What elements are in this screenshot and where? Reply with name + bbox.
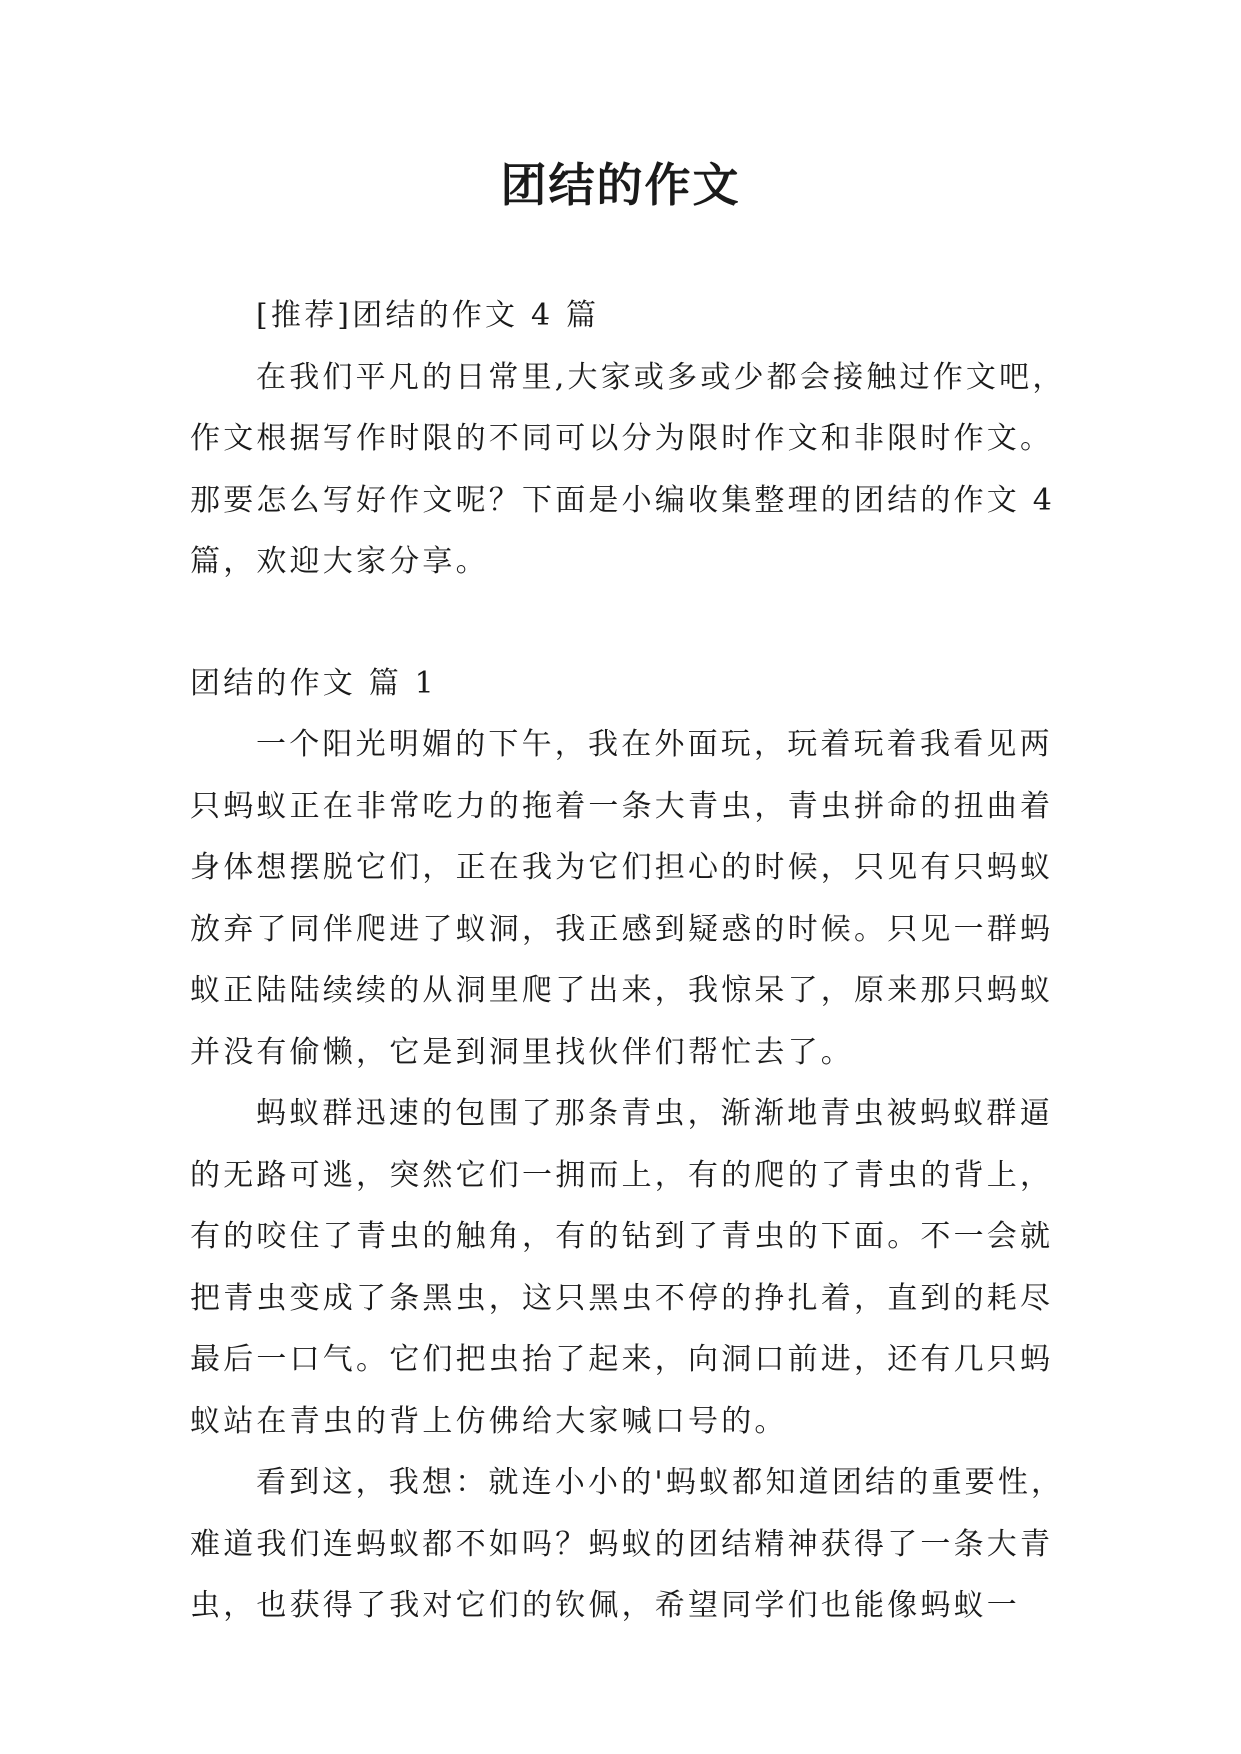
body-paragraph: 一个阳光明媚的下午，我在外面玩，玩着玩着我看见两只蚂蚁正在非常吃力的拖着一条大青虫，青虫拼命的扭曲着身体想摆脱它们，正在我为它们担心的时候，只见有只蚂蚁放弃了同伴爬进了蚁洞，我正感到疑惑的时候。只见一群蚂蚁正陆陆续续的从洞里爬了出来，我惊呆了，原来那只蚂蚁并没有偷懒，它是到洞里找伙伴们帮忙去了。 xyxy=(190,727,1054,1070)
body-paragraph: 看到这，我想：就连小小的'蚂蚁都知道团结的重要性，难道我们连蚂蚁都不如吗？蚂蚁的团结精神获得了一条大青虫，也获得了我对它们的钦佩，希望同学们也能像蚂蚁一 xyxy=(190,1465,1065,1623)
document-body xyxy=(190,285,1070,1637)
body-paragraph: 蚂蚁群迅速的包围了那条青虫，渐渐地青虫被蚂蚁群逼的无路可逃，突然它们一拥而上，有的爬的了青虫的背上，有的咬住了青虫的触角，有的钻到了青虫的下面。不一会就把青虫变成了条黑虫，这只黑虫不停的挣扎着，直到的耗尽最后一口气。它们把虫抬了起来，向洞口前进，还有几只蚂蚁站在青虫的背上仿佛给大家喊口号的。 xyxy=(190,1096,1054,1439)
recommend-line: [推荐]团结的作文 4 篇 xyxy=(256,298,600,333)
intro-paragraph: 在我们平凡的日常里,大家或多或少都会接触过作文吧，作文根据写作时限的不同可以分为限时作文和非限时作文。那要怎么写好作文呢？下面是小编收集整理的团结的作文 4篇，欢迎大家分享。 xyxy=(190,359,1066,579)
section-spacer xyxy=(190,593,1070,653)
page-title: 团结的作文 xyxy=(500,158,741,212)
section-heading: 团结的作文 篇 1 xyxy=(190,665,437,701)
